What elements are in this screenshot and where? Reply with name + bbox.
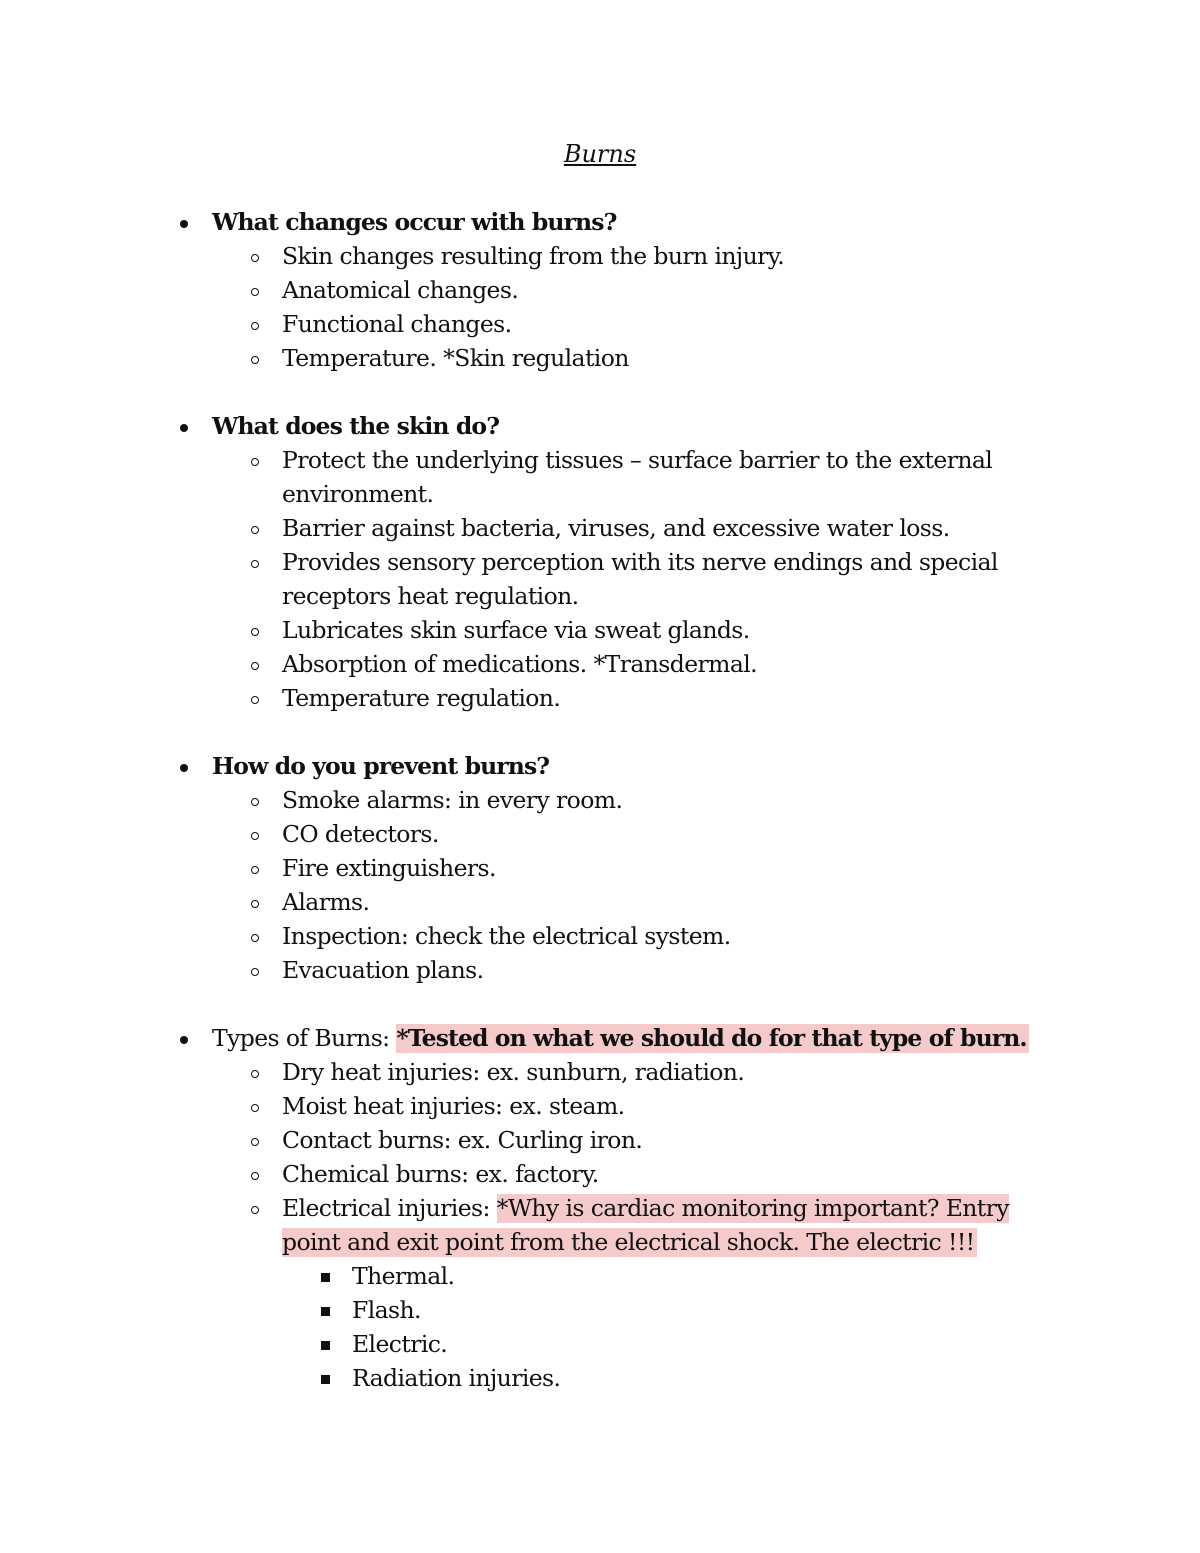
list-item bbox=[176, 919, 1056, 953]
hollow-circle-bullet-icon bbox=[251, 628, 259, 636]
filled-square-bullet-icon bbox=[321, 1273, 330, 1282]
list-item-text: Dry heat injuries: ex. sunburn, radiation. bbox=[282, 1058, 745, 1086]
filled-circle-bullet-icon bbox=[180, 764, 188, 772]
list-item-text: Radiation injuries. bbox=[352, 1364, 561, 1392]
list-item bbox=[176, 885, 1056, 919]
list-item bbox=[176, 307, 1056, 341]
section-burn-types bbox=[176, 1021, 1056, 1395]
hollow-circle-bullet-icon bbox=[251, 1206, 259, 1214]
hollow-circle-bullet-icon bbox=[251, 356, 259, 364]
hollow-circle-bullet-icon bbox=[251, 798, 259, 806]
list-item-text: Electric. bbox=[352, 1330, 448, 1358]
filled-square-bullet-icon bbox=[321, 1341, 330, 1350]
list-item-text: Contact burns: ex. Curling iron. bbox=[282, 1126, 643, 1154]
list-item bbox=[176, 953, 1056, 987]
hollow-circle-bullet-icon bbox=[251, 288, 259, 296]
list-item bbox=[176, 647, 1056, 681]
list-item bbox=[176, 239, 1056, 273]
section-burn-changes bbox=[176, 205, 1056, 375]
list-item-text: Protect the underlying tissues – surface barrier to the external environment. bbox=[282, 446, 993, 508]
answer-list bbox=[176, 239, 1056, 375]
filled-circle-bullet-icon bbox=[180, 424, 188, 432]
list-item bbox=[176, 341, 1056, 375]
question-bullet bbox=[176, 1021, 1056, 1055]
list-item bbox=[176, 783, 1056, 817]
document-title: Burns bbox=[563, 140, 637, 168]
list-item-text: Thermal. bbox=[352, 1262, 455, 1290]
list-item-text: Absorption of medications. *Transdermal. bbox=[282, 650, 758, 678]
hollow-circle-bullet-icon bbox=[251, 560, 259, 568]
hollow-circle-bullet-icon bbox=[251, 526, 259, 534]
list-item bbox=[176, 443, 1056, 511]
question-bullet bbox=[176, 205, 1056, 239]
list-item-text: Moist heat injuries: ex. steam. bbox=[282, 1092, 625, 1120]
answer-list bbox=[176, 1055, 1056, 1259]
hollow-circle-bullet-icon bbox=[251, 1070, 259, 1078]
list-item-text: Skin changes resulting from the burn injury. bbox=[282, 242, 785, 270]
hollow-circle-bullet-icon bbox=[251, 1138, 259, 1146]
list-item-text: Fire extinguishers. bbox=[282, 854, 496, 882]
list-item-text: CO detectors. bbox=[282, 820, 439, 848]
answer-list bbox=[176, 443, 1056, 715]
list-item-text: Provides sensory perception with its nerve endings and special receptors heat regulation. bbox=[282, 548, 998, 610]
filled-square-bullet-icon bbox=[321, 1375, 330, 1384]
list-item bbox=[176, 681, 1056, 715]
hollow-circle-bullet-icon bbox=[251, 832, 259, 840]
hollow-circle-bullet-icon bbox=[251, 458, 259, 466]
hollow-circle-bullet-icon bbox=[251, 900, 259, 908]
list-item bbox=[176, 1123, 1056, 1157]
list-item bbox=[176, 545, 1056, 613]
list-item bbox=[176, 1361, 1056, 1395]
list-item bbox=[176, 273, 1056, 307]
list-item bbox=[176, 613, 1056, 647]
section-burn-prevention bbox=[176, 749, 1056, 987]
list-item bbox=[176, 1293, 1056, 1327]
hollow-circle-bullet-icon bbox=[251, 1172, 259, 1180]
list-item bbox=[176, 1327, 1056, 1361]
question-bullet bbox=[176, 409, 1056, 443]
question-text: How do you prevent burns? bbox=[212, 752, 550, 780]
filled-square-bullet-icon bbox=[321, 1307, 330, 1316]
list-item bbox=[176, 1089, 1056, 1123]
question-text: What does the skin do? bbox=[212, 412, 500, 440]
list-item bbox=[176, 851, 1056, 885]
list-item-text: Alarms. bbox=[282, 888, 370, 916]
list-item-text: Smoke alarms: in every room. bbox=[282, 786, 623, 814]
question-text: What changes occur with burns? bbox=[212, 208, 617, 236]
document-body bbox=[176, 205, 1056, 1429]
hollow-circle-bullet-icon bbox=[251, 968, 259, 976]
hollow-circle-bullet-icon bbox=[251, 322, 259, 330]
list-item-text: Inspection: check the electrical system. bbox=[282, 922, 731, 950]
hollow-circle-bullet-icon bbox=[251, 1104, 259, 1112]
hollow-circle-bullet-icon bbox=[251, 866, 259, 874]
list-item-electrical bbox=[176, 1191, 1056, 1259]
hollow-circle-bullet-icon bbox=[251, 662, 259, 670]
list-item-text: Evacuation plans. bbox=[282, 956, 484, 984]
filled-circle-bullet-icon bbox=[180, 220, 188, 228]
list-item bbox=[176, 817, 1056, 851]
section-skin-function bbox=[176, 409, 1056, 715]
question-text: Types of Burns: bbox=[212, 1024, 397, 1052]
list-item-text: Chemical burns: ex. factory. bbox=[282, 1160, 599, 1188]
list-item bbox=[176, 511, 1056, 545]
list-item-text: Flash. bbox=[352, 1296, 421, 1324]
list-item-text: Functional changes. bbox=[282, 310, 512, 338]
hollow-circle-bullet-icon bbox=[251, 254, 259, 262]
answer-list bbox=[176, 783, 1056, 987]
list-item bbox=[176, 1157, 1056, 1191]
hollow-circle-bullet-icon bbox=[251, 696, 259, 704]
hollow-circle-bullet-icon bbox=[251, 934, 259, 942]
list-item-text: Anatomical changes. bbox=[282, 276, 519, 304]
filled-circle-bullet-icon bbox=[180, 1036, 188, 1044]
list-item-text: Lubricates skin surface via sweat glands. bbox=[282, 616, 750, 644]
highlighted-note: *Tested on what we should do for that type of burn. bbox=[396, 1024, 1027, 1052]
list-item bbox=[176, 1259, 1056, 1293]
list-item-text: Electrical injuries: bbox=[282, 1194, 497, 1222]
list-item-text: Temperature regulation. bbox=[282, 684, 561, 712]
list-item bbox=[176, 1055, 1056, 1089]
highlighted-note: *Why is cardiac monitoring important? Entry point and exit point from the electrical shock. The electric !!! bbox=[282, 1194, 1009, 1256]
question-bullet bbox=[176, 749, 1056, 783]
list-item-text: Barrier against bacteria, viruses, and excessive water loss. bbox=[282, 514, 950, 542]
list-item-text: Temperature. *Skin regulation bbox=[282, 344, 629, 372]
electrical-subtypes-list bbox=[176, 1259, 1056, 1395]
